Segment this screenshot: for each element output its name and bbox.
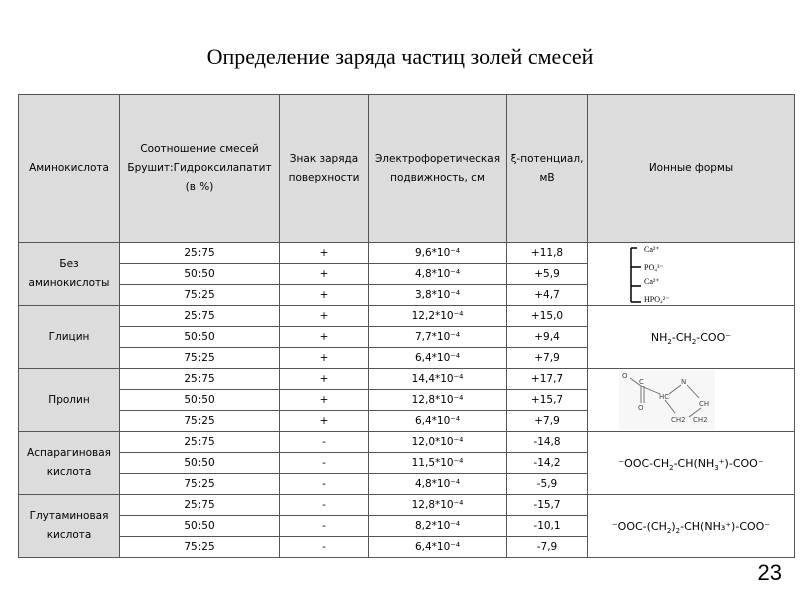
table-row [19,495,795,516]
zeta-cell: +17,7 [507,369,588,390]
zeta-cell: -5,9 [507,474,588,495]
ratio-cell: 75:25 [120,285,280,306]
mobility-cell: 8,2*10⁻⁴ [369,516,507,537]
mobility-cell: 6,4*10⁻⁴ [369,537,507,558]
header-sign: Знак заряда поверхности [280,95,369,243]
ion-label: PO₄³⁻ [644,263,664,272]
mobility-cell: 12,8*10⁻⁴ [369,390,507,411]
sign-cell: - [280,474,369,495]
ion-label: HPO₄²⁻ [644,295,670,304]
atom-label: C [639,378,644,386]
atom-label: CH2 [671,416,686,424]
zeta-cell: +7,9 [507,348,588,369]
ion-label: Ca²⁺ [644,245,660,254]
header-amino: Аминокислота [19,95,120,243]
mobility-cell: 11,5*10⁻⁴ [369,453,507,474]
zeta-cell: +11,8 [507,243,588,264]
ratio-cell: 25:75 [120,306,280,327]
ratio-cell: 50:50 [120,390,280,411]
atom-label: CH2 [693,416,708,424]
ratio-cell: 75:25 [120,537,280,558]
sign-cell: + [280,264,369,285]
ratio-cell: 25:75 [120,495,280,516]
header-ratio: Соотношение смесей Брушит:Гидроксилапатит (в %) [120,95,280,243]
ratio-cell: 75:25 [120,348,280,369]
mobility-cell: 14,4*10⁻⁴ [369,369,507,390]
table-row [19,369,795,390]
ratio-cell: 75:25 [120,474,280,495]
zeta-cell: +9,4 [507,327,588,348]
sign-cell: + [280,285,369,306]
sign-cell: + [280,243,369,264]
sign-cell: + [280,369,369,390]
mobility-cell: 6,4*10⁻⁴ [369,411,507,432]
sign-cell: - [280,432,369,453]
ion-form-cell: $^-OOC-CH_2-CH(NH_3^+)-COO^-$ [588,432,795,495]
proline-structure [619,370,715,430]
ion-form-cell [588,243,795,306]
zeta-cell: +15,0 [507,306,588,327]
page-title: Определение заряда частиц золей смесей [206,44,594,69]
table-row [19,243,795,264]
zeta-cell: +5,9 [507,264,588,285]
surface-ions-diagram [623,244,693,304]
amino-name: Без аминокислоты [19,243,120,306]
amino-name: Глутаминовая кислота [19,495,120,558]
zeta-cell: +15,7 [507,390,588,411]
zeta-cell: -14,2 [507,453,588,474]
atom-label: CH [699,400,710,408]
table-row [19,306,795,327]
mobility-cell: 4,8*10⁻⁴ [369,474,507,495]
sign-cell: + [280,327,369,348]
sign-cell: - [280,495,369,516]
header-mobility: Электрофоретическая подвижность, см [369,95,507,243]
header-ion: Ионные формы [588,95,795,243]
zeta-cell: +7,9 [507,411,588,432]
header-zeta: ξ-потенциал, мВ [507,95,588,243]
sign-cell: - [280,453,369,474]
amino-name: Пролин [19,369,120,432]
ratio-cell: 25:75 [120,432,280,453]
atom-label: HC [659,393,670,401]
atom-label: O [638,404,644,412]
ratio-cell: 50:50 [120,327,280,348]
sign-cell: - [280,537,369,558]
zeta-cell: -10,1 [507,516,588,537]
sign-cell: + [280,390,369,411]
mobility-cell: 4,8*10⁻⁴ [369,264,507,285]
ratio-cell: 25:75 [120,243,280,264]
zeta-cell: +4,7 [507,285,588,306]
charge-table [18,94,795,558]
zeta-cell: -14,8 [507,432,588,453]
ratio-cell: 25:75 [120,369,280,390]
mobility-cell: 6,4*10⁻⁴ [369,348,507,369]
sign-cell: - [280,516,369,537]
ion-form-cell: $NH_2-CH_2-COO^-$ [588,306,795,369]
ion-form-cell [588,369,795,432]
mobility-cell: 3,8*10⁻⁴ [369,285,507,306]
ratio-cell: 75:25 [120,411,280,432]
table-row [19,432,795,453]
atom-label: O [622,372,628,380]
sign-cell: + [280,306,369,327]
mobility-cell: 12,8*10⁻⁴ [369,495,507,516]
sign-cell: + [280,348,369,369]
zeta-cell: -7,9 [507,537,588,558]
mobility-cell: 12,0*10⁻⁴ [369,432,507,453]
ion-form-cell: $^-OOC-(CH_2)_2-CH(NH_3^+)-COO^-$ [588,495,795,558]
ion-label: Ca²⁺ [644,277,660,286]
ratio-cell: 50:50 [120,516,280,537]
ratio-cell: 50:50 [120,264,280,285]
mobility-cell: 9,6*10⁻⁴ [369,243,507,264]
mobility-cell: 12,2*10⁻⁴ [369,306,507,327]
amino-name: Аспарагиновая кислота [19,432,120,495]
mobility-cell: 7,7*10⁻⁴ [369,327,507,348]
zeta-cell: -15,7 [507,495,588,516]
slide-number: 23 [757,560,782,585]
atom-label: N [681,378,687,386]
amino-name: Глицин [19,306,120,369]
ratio-cell: 50:50 [120,453,280,474]
sign-cell: + [280,411,369,432]
